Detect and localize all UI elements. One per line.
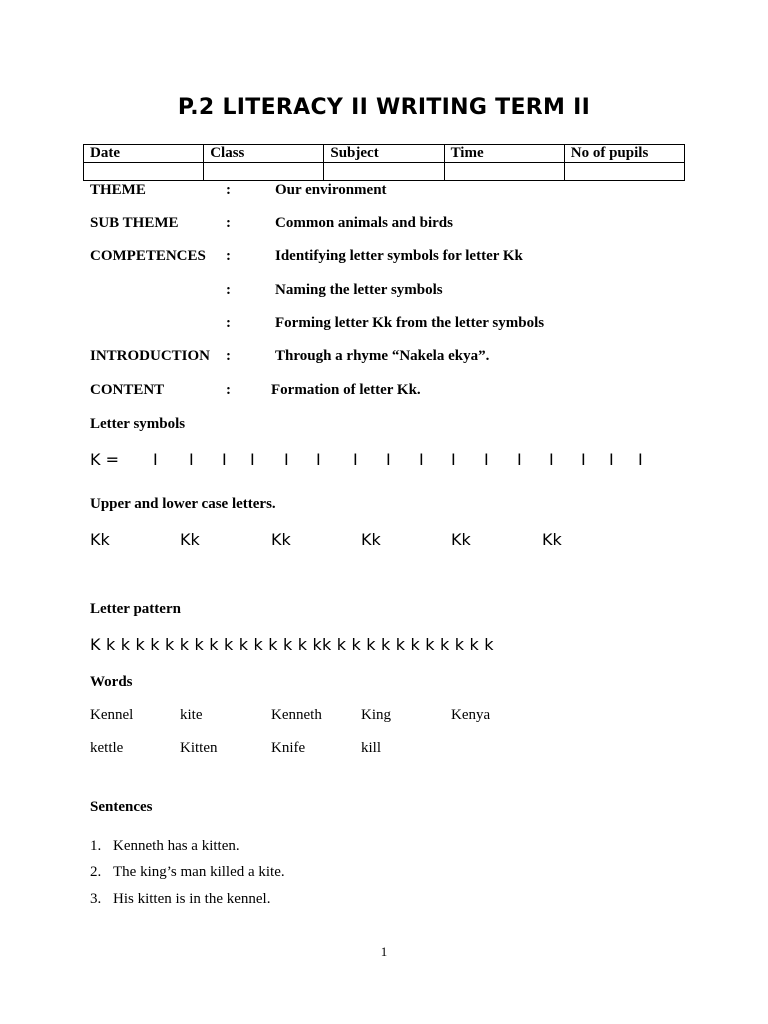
word-kennel: Kennel <box>90 707 134 723</box>
kk-item-5: Kk <box>451 530 471 549</box>
sentence-1-text: Kenneth has a kitten. <box>113 838 240 854</box>
kk-item-1: Kk <box>90 530 110 549</box>
header-date: Date <box>84 145 204 163</box>
letter-pattern-heading: Letter pattern <box>90 601 181 617</box>
word-knife: Knife <box>271 740 306 756</box>
page-title: P.2 LITERACY II WRITING TERM II <box>177 95 591 120</box>
cell-time <box>444 163 564 181</box>
theme-value: Our environment <box>275 182 387 198</box>
kk-item-4: Kk <box>361 530 381 549</box>
word-kitten: Kitten <box>180 740 218 756</box>
kk-item-6: Kk <box>542 530 562 549</box>
competences-value-3: Forming letter Kk from the letter symbols <box>275 315 545 331</box>
competences-colon: : <box>226 248 231 264</box>
symbol-6: I <box>316 450 321 469</box>
symbol-9: I <box>419 450 424 469</box>
word-kettle: kettle <box>90 740 124 756</box>
symbol-15: I <box>609 450 614 469</box>
cell-class <box>204 163 324 181</box>
symbol-8: I <box>386 450 391 469</box>
header-class: Class <box>204 145 324 163</box>
symbol-14: I <box>581 450 586 469</box>
introduction-label: INTRODUCTION <box>90 348 211 364</box>
cell-no-of-pupils <box>564 163 684 181</box>
competences-label: COMPETENCES <box>90 248 206 264</box>
symbol-5: I <box>284 450 289 469</box>
word-king: King <box>361 707 391 723</box>
cell-subject <box>324 163 444 181</box>
kk-item-3: Kk <box>271 530 291 549</box>
letter-symbols-prefix: K = <box>90 450 119 469</box>
upper-lower-heading: Upper and lower case letters. <box>90 496 276 512</box>
symbol-13: I <box>549 450 554 469</box>
competences-value-2: Naming the letter symbols <box>275 282 443 298</box>
letter-pattern-row: K k k k k k k k k k k k k k k kk k k k k k k k k k k k <box>90 635 494 654</box>
symbol-2: I <box>189 450 194 469</box>
sentence-3-text: His kitten is in the kennel. <box>113 891 271 907</box>
symbol-3: I <box>222 450 227 469</box>
table-empty-row <box>84 163 685 181</box>
letter-symbols-heading: Letter symbols <box>90 416 186 432</box>
kk-item-2: Kk <box>180 530 200 549</box>
cell-date <box>84 163 204 181</box>
page-number: 1 <box>380 944 388 959</box>
competences-value-1: Identifying letter symbols for letter Kk <box>275 248 523 264</box>
sub-theme-colon: : <box>226 215 231 231</box>
sentence-2-number: 2. <box>90 864 102 880</box>
sub-theme-value: Common animals and birds <box>275 215 453 231</box>
sentence-3-number: 3. <box>90 891 102 907</box>
symbol-10: I <box>451 450 456 469</box>
competences-colon-3: : <box>226 315 231 331</box>
sentence-1-number: 1. <box>90 838 102 854</box>
symbol-11: I <box>484 450 489 469</box>
sentences-heading: Sentences <box>90 799 153 815</box>
introduction-value: Through a rhyme “Nakela ekya”. <box>275 348 490 364</box>
theme-colon: : <box>226 182 231 198</box>
word-kite: kite <box>180 707 203 723</box>
word-kenya: Kenya <box>451 707 491 723</box>
symbol-12: I <box>517 450 522 469</box>
word-kill: kill <box>361 740 382 756</box>
competences-colon-2: : <box>226 282 231 298</box>
symbol-4: I <box>250 450 255 469</box>
word-kenneth: Kenneth <box>271 707 322 723</box>
content-label: CONTENT <box>90 382 165 398</box>
header-time: Time <box>444 145 564 163</box>
words-heading: Words <box>90 674 133 690</box>
symbol-16: I <box>638 450 643 469</box>
header-subject: Subject <box>324 145 444 163</box>
sub-theme-label: SUB THEME <box>90 215 179 231</box>
sentence-2-text: The king’s man killed a kite. <box>113 864 285 880</box>
symbol-1: I <box>153 450 158 469</box>
introduction-colon: : <box>226 348 231 364</box>
content-value: Formation of letter Kk. <box>271 382 421 398</box>
symbol-7: I <box>353 450 358 469</box>
content-colon: : <box>226 382 231 398</box>
table-header-row <box>84 145 685 163</box>
theme-label: THEME <box>90 182 146 198</box>
lesson-info-table <box>83 144 685 181</box>
header-no-of-pupils: No of pupils <box>564 145 684 163</box>
